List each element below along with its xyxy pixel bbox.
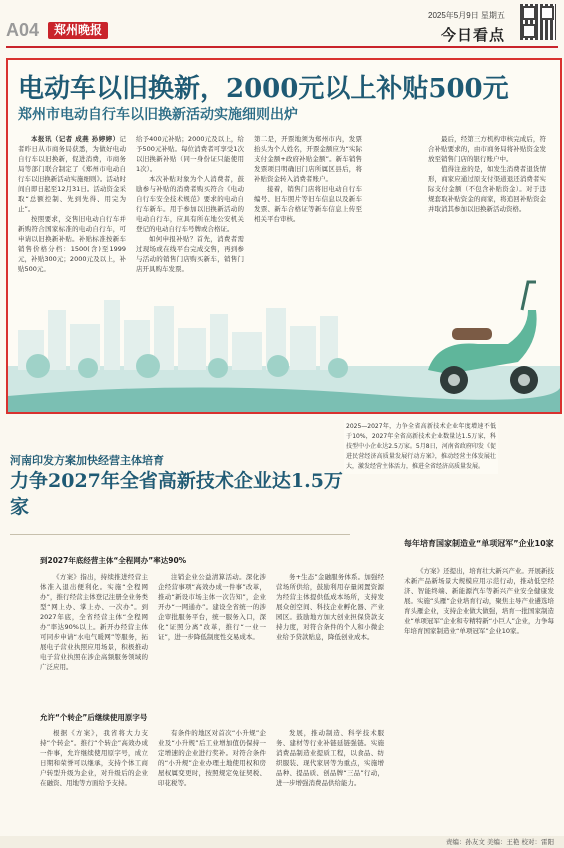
top-article-subtitle: 郑州市电动自行车以旧换新活动实施细则出炉 — [18, 107, 298, 123]
paragraph: 值得注意的是，如发生消费者退货情形，商家应通过原支付渠道退还消费者实际支付金额（不包含补贴资金）。对于违规套取补贴资金的商家，将追回补贴资金并取消其参加以旧换新活动资格。 — [428, 165, 546, 213]
editor-credits: 责编：孙友文 美编：王艳 校对：雷阳 — [445, 838, 554, 846]
paragraph: 接着，销售门店将旧电动自行车编号、旧车照片等旧车信息以及新车发票、新车合格证等新车信息上传至相关平台审核。 — [254, 185, 362, 223]
right-column-heading: 每年培育国家制造业“单项冠军”企业10家 — [404, 539, 554, 548]
paragraph: 注销企业公益清算活动。深化涉企经营事项“高效办成一件事”改革，推动“新设市场主体一次告知”，企业开办“一网通办”。建设全省统一的涉企审批服务平台，统一服务入口，深化“证照分离”改革，推行“一业一证”，进一步降低制度性交易成本。 — [158, 573, 266, 641]
qr-code-icon[interactable] — [520, 4, 556, 40]
page-number: A04 — [6, 20, 40, 40]
article-column — [276, 572, 384, 682]
paragraph: 有条件的地区对首次“小升规”企业及“小升规”后工业增加值仍保持一定增速的企业进行奖补。对符合条件的“小升规”企业办理土地使用权和房屋权属变更时，按照规定免征契税、印花税等。 — [158, 729, 266, 787]
scooter-illustration — [8, 270, 560, 412]
image-caption: 2025—2027年，力争全省高新技术企业年度增速不低于10%，2027年全省高新技术企业数量达1.5万家，科技型中小企业达2.5万家。5月8日，河南省政府印发《促进民营经济高质量发展行动方案》，推动经营主体发展壮大，激发经营主体活力，推进全省经济高质量发展。 — [344, 420, 498, 474]
paragraph: 根据《方案》，我省将大力支持“个转企”。推行“个转企”高效办成一件事，允许继续使用原字号，成立日期和荣誉可以继承，支持个体工商户转型升级为企业，对升级后的企业在融资、用地等方面给予支持。 — [40, 729, 148, 787]
paragraph: 最后，经第三方机构审核完成后，符合补贴要求的，由市商务局将补贴资金发放至销售门店的银行账户中。 — [428, 135, 546, 163]
article-column — [40, 572, 148, 682]
paragraph: 发展，推动制造、科学技术服务、建材等行业补链延链强链。实施消费品制造业提质工程，以食品、纺织服装、现代家居等为重点，实施增品种、提品质、创品牌“三品”行动，进一步增强消费品供给能力。 — [276, 729, 384, 787]
top-article — [6, 58, 562, 414]
top-article-title: 电动车以旧换新，2000元以上补贴500元 — [18, 74, 509, 104]
subheading: 允许“个转企”后继续使用原字号 — [40, 713, 148, 722]
paper-logo: 郑州晚报 — [48, 22, 108, 39]
paragraph: 记者昨日从市商务局获悉，为做好电动自行车以旧换新，促进消费，市商务局等部门联合制定了《郑州市电动自行车以旧换新活动实施细则》。活动时间自即日起至12月31日。活动资金采取“总额控制、先到先得、用完为止”。 — [18, 135, 126, 213]
divider — [10, 534, 350, 535]
paragraph: 务+生态”金融服务体系。加强经营场所供给，鼓励利用存量闲置资源为经营主体提供低成本场所，支持发展众创空间、科技企业孵化器、产业园区。鼓励地方加大创业担保贷款支持力度，对符合条件的个人和小微企业给予贷款贴息，降低创业成本。 — [276, 573, 384, 641]
page-footer — [0, 836, 564, 848]
paragraph: 如何申报补贴？首先，消费者需过现场或在线平台完成交售，再到参与活动的销售门店购买新车，销售门店开具购车发票。 — [136, 235, 244, 273]
right-article-column — [404, 566, 554, 832]
section-title: 今日看点 — [441, 26, 506, 44]
issue-date: 2025年5月9日 星期五 — [428, 11, 505, 20]
paragraph: 《方案》指出，持续推进经营主体准入退出便利化。实施“全程网办”，推行经营主体登记注册全业务类型“网上办、掌上办、一次办”。到2027年底，全省经营主体“全程网办”率达90%以上。新开办经营主体可同步申请“水电气暖网”等服务，拓展电子营业执照应用场景，积极推动电子营业执照在涉企高频服务领域的广泛应用。 — [40, 573, 148, 671]
bottom-article-kicker: 河南印发方案加快经营主体培育 — [10, 454, 164, 467]
bottom-article-title: 力争2027年全省高新技术企业达1.5万家 — [10, 470, 343, 518]
top-article-column-4 — [428, 134, 546, 244]
paragraph: 《方案》还提出，培育壮大新兴产业。开展新技术新产品新场景大规模应用示范行动，推动低空经济、智能终端、新能源汽车等新兴产业安全健康发展。实施“头雁”企业培育行动，聚焦主导产业遴选培育头雁企业，支持企业做大做强，培育一批国家制造业“单项冠军”企业和专精特新“小巨人”企业，力争每年培育国家制造业“单项冠军”企业10家。 — [404, 567, 554, 635]
paragraph: 给予400元补贴；2000元及以上，给予500元补贴。每位消费者可享受1次以旧换新补贴（同一身份证只能使用1次）。 — [136, 135, 244, 173]
article-column — [158, 728, 266, 832]
article-column — [40, 728, 148, 832]
article-column — [158, 572, 266, 682]
article-column — [276, 728, 384, 832]
paragraph: 本次补贴对象为个人消费者，鼓励参与补贴的消费者购买符合《电动自行车安全技术规范》要求的电动自行车新车。用于参加以旧换新活动的电动自行车，应具有所在地公安机关登记的电动自行车号牌或合格证。 — [136, 175, 244, 233]
paragraph: 第二是，开票地须为郑州市内，发票抬头为个人姓名，开票金额应为“实际支付金额+政府补贴金额”。新车销售发票项目明确旧门店所属区县后，将补贴资金转入消费者账户。 — [254, 135, 362, 183]
page-header — [0, 0, 564, 48]
city-skyline — [18, 300, 338, 370]
subheading: 到2027年底经营主体“全程网办”率达90% — [40, 556, 187, 565]
header-rule — [6, 46, 558, 48]
byline: 本报讯（记者 成燕 孙婷婷） — [31, 135, 120, 143]
paragraph: 按照要求，交售旧电动自行车并新购符合国家标准的电动自行车，可申请以旧换新补贴。补贴标准按新车销售价格分档：1500(含)至1999元，补贴300元；2000元及以上，补贴500元。 — [18, 215, 126, 273]
